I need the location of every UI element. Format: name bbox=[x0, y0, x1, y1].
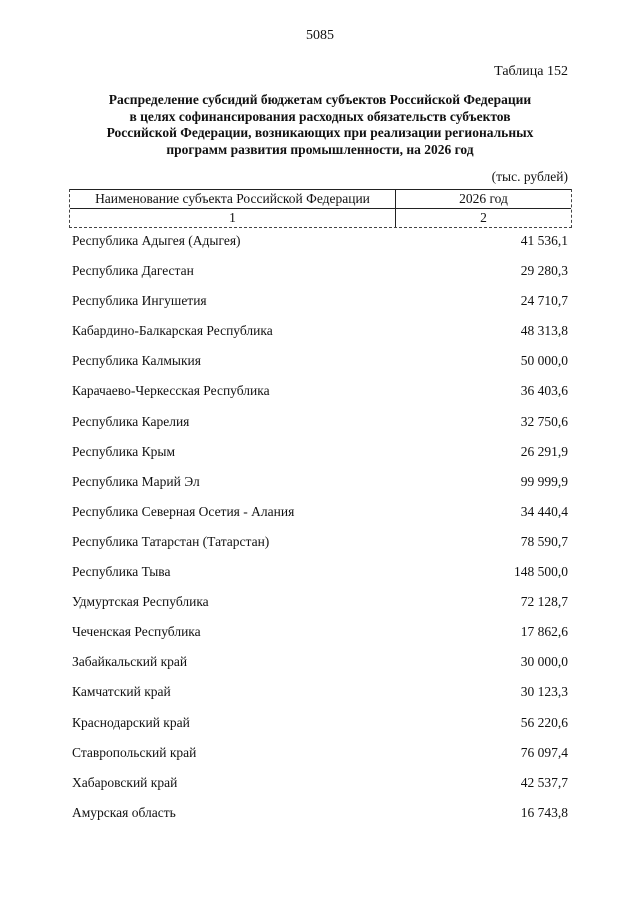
region-name: Республика Северная Осетия - Алания bbox=[72, 503, 295, 519]
subsidy-value: 17 862,6 bbox=[520, 624, 568, 640]
region-name: Карачаево-Черкесская Республика bbox=[72, 383, 270, 399]
header-year-column: 2026 год bbox=[459, 191, 508, 206]
table-row bbox=[72, 683, 568, 713]
subsidy-value: 76 097,4 bbox=[520, 744, 568, 760]
subsidy-value: 34 440,4 bbox=[520, 503, 568, 519]
subsidy-value: 30 000,0 bbox=[520, 654, 568, 670]
subsidy-value: 36 403,6 bbox=[520, 383, 568, 399]
table-row bbox=[72, 322, 568, 352]
region-name: Чеченская Республика bbox=[72, 624, 201, 640]
subsidy-value: 48 313,8 bbox=[520, 323, 568, 339]
subsidy-value: 30 123,3 bbox=[520, 684, 568, 700]
subsidy-value: 42 537,7 bbox=[520, 774, 568, 790]
page-number: 5085 bbox=[306, 28, 334, 43]
table-row bbox=[72, 593, 568, 623]
region-name: Забайкальский край bbox=[72, 654, 188, 670]
subsidy-value: 32 750,6 bbox=[520, 413, 568, 429]
table-row bbox=[72, 262, 568, 292]
title-line: программ развития промышленности, на 2026 год bbox=[166, 141, 474, 157]
table-row bbox=[72, 744, 568, 774]
table-row bbox=[72, 533, 568, 563]
table-row bbox=[72, 563, 568, 593]
column-number-1: 1 bbox=[70, 209, 396, 227]
table-row bbox=[72, 382, 568, 412]
title-line: Распределение субсидий бюджетам субъектов Российской Федерации bbox=[108, 92, 532, 107]
table-row bbox=[72, 443, 568, 473]
table-body bbox=[72, 232, 568, 834]
region-name: Камчатский край bbox=[72, 684, 171, 700]
column-number-2: 2 bbox=[480, 210, 487, 225]
table-row bbox=[72, 774, 568, 804]
subsidy-value: 148 500,0 bbox=[514, 564, 568, 580]
region-name: Кабардино-Балкарская Республика bbox=[72, 323, 273, 339]
region-name: Амурская область bbox=[72, 804, 176, 820]
subsidy-value: 99 999,9 bbox=[520, 473, 568, 489]
table-row bbox=[72, 623, 568, 653]
region-name: Республика Дагестан bbox=[72, 263, 194, 279]
table-row bbox=[72, 804, 568, 834]
region-name: Республика Крым bbox=[72, 443, 176, 459]
table-row bbox=[72, 503, 568, 533]
title-line: в целях софинансирования расходных обязательств субъектов bbox=[129, 108, 511, 124]
region-name: Республика Татарстан (Татарстан) bbox=[72, 533, 270, 549]
table-row bbox=[72, 352, 568, 382]
region-name: Хабаровский край bbox=[72, 774, 178, 790]
document-title bbox=[70, 92, 570, 158]
subsidy-value: 72 128,7 bbox=[520, 594, 568, 610]
table-row bbox=[72, 413, 568, 443]
region-name: Краснодарский край bbox=[72, 714, 190, 730]
column-number-row bbox=[70, 208, 571, 227]
table-row bbox=[72, 473, 568, 503]
table-row bbox=[72, 714, 568, 744]
title-line: Российской Федерации, возникающих при реализации региональных bbox=[106, 125, 534, 140]
region-name: Удмуртская Республика bbox=[72, 594, 209, 610]
subsidy-value: 41 536,1 bbox=[520, 233, 568, 248]
region-name: Республика Карелия bbox=[72, 413, 190, 429]
table-label: Таблица 152 bbox=[494, 64, 568, 79]
region-name: Республика Адыгея (Адыгея) bbox=[72, 233, 241, 248]
region-name: Ставропольский край bbox=[72, 744, 197, 760]
table-row bbox=[72, 653, 568, 683]
region-name: Республика Тыва bbox=[72, 564, 171, 580]
region-name: Республика Марий Эл bbox=[72, 473, 200, 489]
table-row bbox=[72, 232, 568, 262]
table-row bbox=[72, 292, 568, 322]
table-header bbox=[69, 189, 572, 228]
region-name: Республика Калмыкия bbox=[72, 353, 201, 369]
header-name-column: Наименование субъекта Российской Федерации bbox=[70, 190, 396, 208]
subsidy-value: 29 280,3 bbox=[520, 263, 568, 279]
subsidy-value: 24 710,7 bbox=[520, 293, 568, 309]
subsidy-value: 56 220,6 bbox=[520, 714, 568, 730]
subsidy-value: 78 590,7 bbox=[520, 533, 568, 549]
subsidy-value: 26 291,9 bbox=[520, 443, 568, 459]
region-name: Республика Ингушетия bbox=[72, 293, 207, 309]
subsidy-value: 50 000,0 bbox=[520, 353, 568, 369]
subsidy-value: 16 743,8 bbox=[520, 804, 568, 820]
header-row bbox=[70, 189, 571, 208]
units-label: (тыс. рублей) bbox=[491, 169, 568, 184]
